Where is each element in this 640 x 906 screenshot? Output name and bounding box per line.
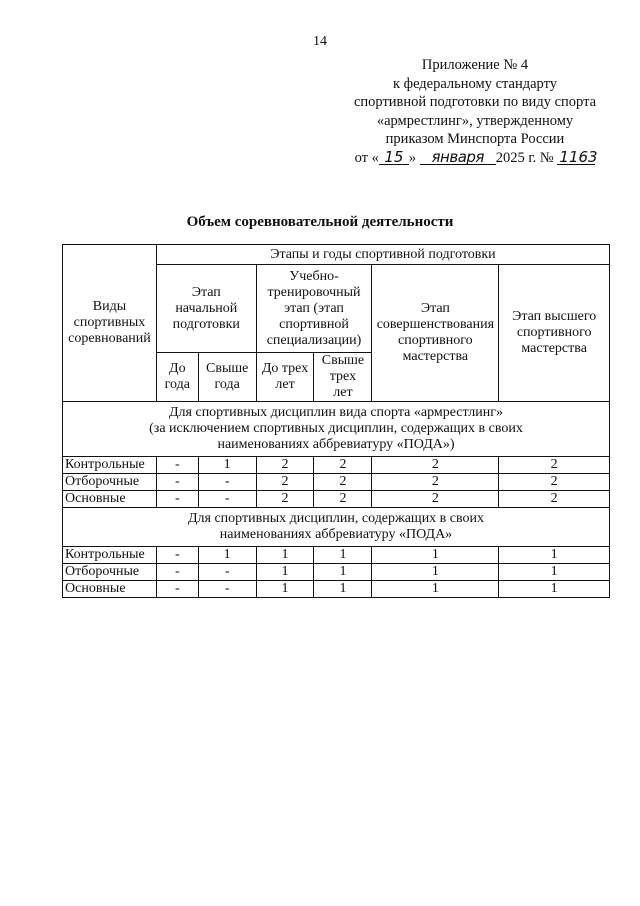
appendix-line: «армрестлинг», утвержденному — [376, 112, 574, 129]
table-row — [63, 474, 610, 491]
order-number-handwritten: 1163 — [559, 147, 598, 166]
appendix-line: приказом Минспорта России — [385, 131, 565, 147]
appendix-line: к федеральному стандарту — [393, 75, 557, 92]
table-cell: 1 — [372, 547, 499, 564]
table-cell: 1 — [314, 547, 372, 564]
stages-main-header: Этапы и годы спортивной подготовки — [156, 245, 609, 265]
appendix-header — [340, 56, 610, 167]
table-cell: - — [156, 491, 198, 508]
order-day-handwritten: 15 — [379, 150, 409, 165]
stage-header: Этап высшего спортивного мастерства — [499, 265, 610, 402]
table-cell: 1 — [314, 564, 372, 581]
table-cell: - — [156, 547, 198, 564]
stage-header: Учебно- тренировочный этап (этап спортивной специализации) — [256, 265, 372, 353]
table-cell: 2 — [499, 457, 610, 474]
table-cell: 1 — [198, 457, 256, 474]
order-month-handwritten: января — [420, 150, 496, 165]
competition-type: Отборочные — [63, 564, 157, 581]
stage-header: Этап начальной подготовки — [156, 265, 256, 353]
competition-types-header: Виды спортивных соревнований — [63, 245, 157, 402]
year-subheader: До года — [156, 353, 198, 402]
table-cell: 2 — [314, 474, 372, 491]
table-cell: - — [198, 564, 256, 581]
table-cell: - — [156, 474, 198, 491]
table-cell: 2 — [372, 474, 499, 491]
competition-volume-table — [62, 244, 610, 598]
table-row — [63, 581, 610, 598]
year-subheader: Свыше трех лет — [314, 353, 372, 402]
table-row — [63, 547, 610, 564]
competition-type: Контрольные — [63, 547, 157, 564]
appendix-line: Приложение № 4 — [421, 57, 529, 73]
order-mid: » — [408, 149, 417, 166]
year-subheader: Свыше года — [198, 353, 256, 402]
table-cell: - — [198, 581, 256, 598]
table-cell: 1 — [372, 581, 499, 598]
table-cell: 1 — [198, 547, 256, 564]
section-caption: Для спортивных дисциплин, содержащих в своих наименованиях аббревиатуру «ПОДА» — [63, 508, 610, 547]
table-cell: 2 — [372, 491, 499, 508]
competition-type: Отборочные — [63, 474, 157, 491]
table-row — [63, 491, 610, 508]
competition-type: Основные — [63, 491, 157, 508]
stage-header: Этап совершенствования спортивного мастерства — [372, 265, 499, 402]
order-date-line — [340, 149, 610, 168]
table-cell: - — [156, 581, 198, 598]
section-caption: Для спортивных дисциплин вида спорта «армрестлинг» (за исключением спортивных дисциплин, содержащих в своих наименованиях аббревиатуру «ПОДА») — [63, 402, 610, 457]
document-title: Объем соревновательной деятельности — [186, 214, 454, 230]
table-cell: 2 — [499, 474, 610, 491]
table-cell: 2 — [372, 457, 499, 474]
table-cell: 2 — [314, 457, 372, 474]
table-cell: 2 — [256, 491, 314, 508]
table-cell: 2 — [314, 491, 372, 508]
year-subheader: До трех лет — [256, 353, 314, 402]
table-cell: 1 — [314, 581, 372, 598]
table-cell: - — [198, 474, 256, 491]
competition-type: Основные — [63, 581, 157, 598]
order-year: 2025 г. № — [495, 149, 554, 166]
table-cell: - — [198, 491, 256, 508]
table-cell: 2 — [499, 491, 610, 508]
order-prefix: от « — [354, 149, 379, 166]
table-cell: 1 — [256, 564, 314, 581]
table-cell: 1 — [372, 564, 499, 581]
table-cell: 1 — [499, 547, 610, 564]
table-row — [63, 564, 610, 581]
competition-type: Контрольные — [63, 457, 157, 474]
appendix-line: спортивной подготовки по виду спорта — [353, 94, 597, 110]
table-cell: 1 — [256, 581, 314, 598]
table-cell: 2 — [256, 474, 314, 491]
table-cell: - — [156, 564, 198, 581]
table-cell: 1 — [499, 564, 610, 581]
table-cell: 1 — [499, 581, 610, 598]
table-row — [63, 457, 610, 474]
page-number: 14 — [313, 34, 327, 49]
table-cell: - — [156, 457, 198, 474]
table-cell: 2 — [256, 457, 314, 474]
table-cell: 1 — [256, 547, 314, 564]
